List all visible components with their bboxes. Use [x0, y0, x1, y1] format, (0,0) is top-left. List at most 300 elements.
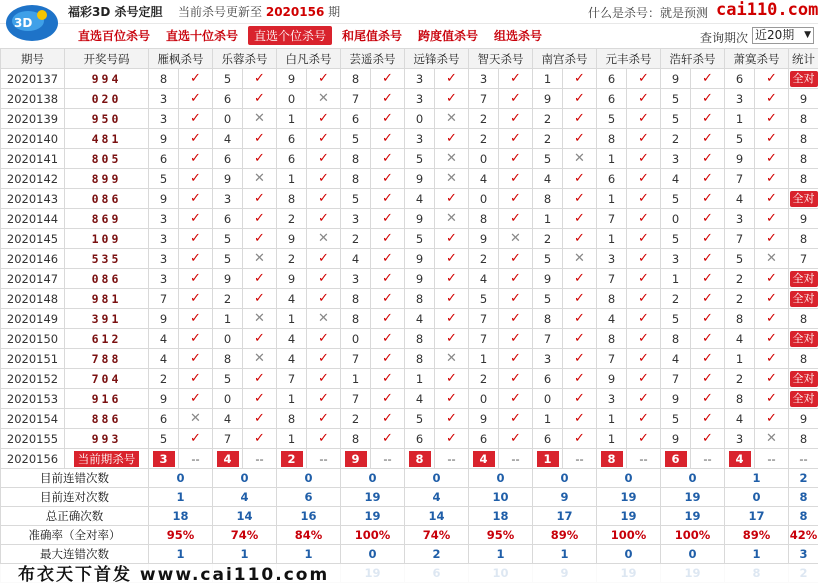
miss-icon: ✕ [307, 229, 341, 249]
miss-icon: ✕ [307, 89, 341, 109]
hit-icon: ✓ [563, 429, 597, 449]
column-header: 远锋杀号 [405, 49, 469, 69]
kill-number-cell: 0 [277, 89, 307, 109]
kill-number-cell: 9 [597, 369, 627, 389]
hit-icon: ✓ [755, 149, 789, 169]
kill-number-cell: 2 [725, 289, 755, 309]
stats-value: 1 [725, 545, 789, 564]
hit-icon: ✓ [243, 149, 277, 169]
stats-value: 19 [597, 488, 661, 507]
hit-icon: ✓ [691, 189, 725, 209]
kill-number-cell: 3 [405, 69, 435, 89]
hit-icon: ✓ [755, 209, 789, 229]
kill-number-cell: 8 [597, 329, 627, 349]
hit-icon: ✓ [755, 129, 789, 149]
kill-number-cell: 8 [725, 389, 755, 409]
hit-icon: ✓ [179, 169, 213, 189]
hit-icon: ✓ [627, 329, 661, 349]
hit-icon: ✓ [307, 149, 341, 169]
table-header [1, 49, 818, 69]
kill-number-cell: 7 [213, 429, 243, 449]
site-watermark: cai110.com [716, 0, 818, 20]
kill-number-cell: 2 [469, 129, 499, 149]
stats-value: 9 [533, 488, 597, 507]
kill-number-cell: 1 [277, 429, 307, 449]
kill-number-cell: 0 [661, 209, 691, 229]
period-select[interactable] [752, 27, 814, 44]
hit-icon: ✓ [243, 329, 277, 349]
hit-icon: ✓ [627, 269, 661, 289]
hit-icon: ✓ [755, 409, 789, 429]
kill-number-cell: 6 [277, 149, 307, 169]
correct-count: 8 [799, 431, 808, 446]
query-label: 查询期次 [700, 31, 749, 45]
kill-number-cell: 6 [469, 429, 499, 449]
table-row [1, 189, 818, 209]
column-header: 芸遥杀号 [341, 49, 405, 69]
kill-number-cell: 6 [213, 209, 243, 229]
hit-icon: ✓ [627, 429, 661, 449]
hit-icon: ✓ [499, 69, 533, 89]
hit-icon: ✓ [755, 369, 789, 389]
current-kill-value: 9 [345, 451, 367, 467]
kill-number-cell: 8 [469, 209, 499, 229]
table-body [1, 69, 818, 583]
correct-count: 8 [799, 111, 808, 126]
miss-icon: ✕ [243, 109, 277, 129]
stats-value: 16 [277, 507, 341, 526]
kill-number-cell: 1 [277, 169, 307, 189]
update-prefix: 当前杀号更新至 [178, 5, 263, 19]
kill-number-cell: 5 [661, 109, 691, 129]
tab-tens[interactable]: 直选十位杀号 [166, 29, 239, 43]
table-row [1, 329, 818, 349]
stats-value: 89% [533, 526, 597, 545]
kill-number-cell: 6 [213, 149, 243, 169]
kill-number-cell: 0 [469, 189, 499, 209]
kill-number-cell: 4 [341, 249, 371, 269]
nav-bar [0, 25, 818, 47]
hit-icon: ✓ [307, 429, 341, 449]
hit-icon: ✓ [179, 249, 213, 269]
draw-number-cell: 993 [65, 429, 149, 449]
stats-row [1, 545, 818, 564]
period-select-value: 近20期 [755, 28, 795, 42]
kill-number-cell: 9 [533, 89, 563, 109]
kill-number-cell: 2 [469, 109, 499, 129]
hit-icon: ✓ [691, 369, 725, 389]
hit-icon: ✓ [627, 189, 661, 209]
kill-number-cell: 8 [341, 429, 371, 449]
kill-number-cell: 3 [149, 89, 179, 109]
stats-row [1, 488, 818, 507]
hit-icon: ✓ [627, 169, 661, 189]
all-correct-badge: 全对 [790, 71, 818, 87]
stats-value: 1 [469, 545, 533, 564]
issue-cell: 2020155 [1, 429, 65, 449]
column-header: 浩轩杀号 [661, 49, 725, 69]
hit-icon: ✓ [179, 429, 213, 449]
hit-icon: ✓ [691, 169, 725, 189]
stats-value: 10 [469, 488, 533, 507]
hit-icon: ✓ [307, 249, 341, 269]
correct-count: 8 [799, 231, 808, 246]
stats-value: 89% [725, 526, 789, 545]
kill-number-cell: 7 [469, 329, 499, 349]
stat-cell [789, 189, 818, 209]
kill-number-cell: 3 [533, 349, 563, 369]
hit-icon: ✓ [755, 309, 789, 329]
kill-number-cell: 3 [341, 269, 371, 289]
table-row [1, 249, 818, 269]
hit-icon: ✓ [563, 309, 597, 329]
hit-icon: ✓ [627, 389, 661, 409]
hit-icon: ✓ [691, 349, 725, 369]
kill-number-cell: 4 [533, 169, 563, 189]
kill-number-cell: 3 [725, 429, 755, 449]
kill-number-cell: 2 [533, 229, 563, 249]
miss-icon: ✕ [435, 209, 469, 229]
tab-units[interactable]: 直选个位杀号 [248, 26, 332, 45]
hit-icon: ✓ [179, 229, 213, 249]
stats-value: 18 [149, 507, 213, 526]
stats-value: 18 [469, 507, 533, 526]
current-kill-button[interactable]: 当前期杀号 [74, 451, 140, 467]
miss-icon: ✕ [243, 169, 277, 189]
current-kill-value: 1 [537, 451, 559, 467]
dash-cell: -- [435, 449, 469, 469]
kill-number-cell: 3 [405, 129, 435, 149]
hit-icon: ✓ [179, 89, 213, 109]
column-header: 萧寞杀号 [725, 49, 789, 69]
draw-number-cell: 704 [65, 369, 149, 389]
hit-icon: ✓ [179, 69, 213, 89]
all-correct-badge: 全对 [790, 291, 818, 307]
kill-number-cell: 2 [533, 129, 563, 149]
kill-number-cell: 5 [213, 369, 243, 389]
hit-icon: ✓ [499, 169, 533, 189]
table-row [1, 109, 818, 129]
kill-number-cell: 3 [149, 269, 179, 289]
hit-icon: ✓ [435, 409, 469, 429]
hit-icon: ✓ [179, 329, 213, 349]
issue-cell: 2020151 [1, 349, 65, 369]
kill-number-cell: 2 [149, 369, 179, 389]
draw-number-cell: 612 [65, 329, 149, 349]
stats-value: 4 [213, 488, 277, 507]
hit-icon: ✓ [371, 389, 405, 409]
kill-number-cell: 5 [149, 169, 179, 189]
hit-icon: ✓ [691, 129, 725, 149]
issue-cell: 2020146 [1, 249, 65, 269]
kill-number-cell: 0 [405, 109, 435, 129]
kill-number-cell: 9 [149, 189, 179, 209]
issue-cell: 2020144 [1, 209, 65, 229]
hit-icon: ✓ [371, 429, 405, 449]
kill-number-cell: 6 [725, 69, 755, 89]
hit-icon: ✓ [371, 309, 405, 329]
kill-number-cell: 0 [213, 389, 243, 409]
stats-row [1, 526, 818, 545]
hit-icon: ✓ [691, 89, 725, 109]
stats-row [1, 507, 818, 526]
hit-icon: ✓ [371, 369, 405, 389]
kill-number-cell: 6 [533, 369, 563, 389]
column-header: 白凡杀号 [277, 49, 341, 69]
hit-icon: ✓ [371, 109, 405, 129]
hit-icon: ✓ [243, 69, 277, 89]
kill-number-cell: 2 [533, 109, 563, 129]
miss-icon: ✕ [499, 229, 533, 249]
kill-number-cell: 9 [469, 409, 499, 429]
stats-value: 19 [661, 488, 725, 507]
dash-cell: -- [563, 449, 597, 469]
kill-number-cell: 9 [277, 69, 307, 89]
stats-value: 19 [597, 507, 661, 526]
tab-span[interactable]: 跨度值杀号 [418, 29, 479, 43]
stats-value: 1 [533, 545, 597, 564]
stats-value: 8 [789, 488, 818, 507]
hit-icon: ✓ [179, 369, 213, 389]
stats-value: 95% [149, 526, 213, 545]
hit-icon: ✓ [371, 329, 405, 349]
stats-value: 0 [725, 488, 789, 507]
current-kill-value: 2 [281, 451, 303, 467]
dash-cell: -- [243, 449, 277, 469]
kill-number-cell: 9 [213, 269, 243, 289]
stats-label: 总正确次数 [1, 507, 149, 526]
stats-value: 8 [789, 507, 818, 526]
kill-number-cell: 9 [661, 389, 691, 409]
hit-icon: ✓ [627, 369, 661, 389]
kill-number-cell: 3 [725, 209, 755, 229]
hit-icon: ✓ [499, 149, 533, 169]
tab-group[interactable]: 组选杀号 [494, 29, 543, 43]
miss-icon: ✕ [243, 249, 277, 269]
stats-value: 100% [341, 526, 405, 545]
stats-value: 0 [597, 469, 661, 488]
kill-number-cell: 9 [405, 209, 435, 229]
kill-number-cell: 3 [341, 209, 371, 229]
stat-cell [789, 369, 818, 389]
stat-cell [789, 309, 818, 329]
kill-number-cell: 7 [341, 349, 371, 369]
hit-icon: ✓ [563, 69, 597, 89]
kill-number-cell: 5 [341, 129, 371, 149]
issue-cell: 2020153 [1, 389, 65, 409]
stat-cell [789, 249, 818, 269]
current-issue: 2020156 [265, 5, 325, 19]
draw-number-cell: 481 [65, 129, 149, 149]
stats-label: 目前连对次数 [1, 488, 149, 507]
hit-icon: ✓ [307, 349, 341, 369]
hit-icon: ✓ [499, 209, 533, 229]
hit-icon: ✓ [755, 289, 789, 309]
current-kill-value: 4 [217, 451, 239, 467]
kill-number-cell: 9 [661, 429, 691, 449]
kill-number-cell: 1 [597, 149, 627, 169]
kill-number-cell: 4 [661, 169, 691, 189]
issue-cell: 2020150 [1, 329, 65, 349]
kill-number-cell: 9 [149, 389, 179, 409]
kill-number-cell: 4 [661, 349, 691, 369]
kill-number-cell: 5 [469, 289, 499, 309]
hit-icon: ✓ [179, 189, 213, 209]
stats-value: 0 [469, 469, 533, 488]
miss-icon: ✕ [755, 429, 789, 449]
tab-sum-tail[interactable]: 和尾值杀号 [342, 29, 403, 43]
table-row [1, 89, 818, 109]
kill-number-cell: 4 [469, 169, 499, 189]
hit-icon: ✓ [499, 109, 533, 129]
miss-icon: ✕ [307, 309, 341, 329]
kill-number-cell: 4 [405, 189, 435, 209]
kill-number-cell: 3 [469, 69, 499, 89]
kill-number-cell: 6 [277, 129, 307, 149]
kill-number-cell: 4 [725, 189, 755, 209]
kill-number-cell: 5 [597, 109, 627, 129]
hit-icon: ✓ [499, 349, 533, 369]
hit-icon: ✓ [499, 309, 533, 329]
hit-icon: ✓ [499, 129, 533, 149]
miss-icon: ✕ [563, 249, 597, 269]
current-kill-number [533, 449, 563, 469]
stats-value: 17 [725, 507, 789, 526]
hit-icon: ✓ [627, 109, 661, 129]
svg-text:3D: 3D [14, 16, 33, 30]
issue-cell: 2020154 [1, 409, 65, 429]
draw-number-cell: 805 [65, 149, 149, 169]
all-correct-badge: 全对 [790, 331, 818, 347]
hit-icon: ✓ [307, 409, 341, 429]
hit-icon: ✓ [563, 269, 597, 289]
hit-icon: ✓ [499, 289, 533, 309]
kill-number-cell: 7 [725, 229, 755, 249]
hit-icon: ✓ [755, 389, 789, 409]
current-kill-value: 3 [153, 451, 175, 467]
stats-value: 19 [341, 488, 405, 507]
kill-table [0, 48, 818, 583]
stat-cell [789, 229, 818, 249]
hit-icon: ✓ [243, 369, 277, 389]
stats-value: 0 [661, 545, 725, 564]
draw-number-cell: 994 [65, 69, 149, 89]
issue-cell: 2020141 [1, 149, 65, 169]
stats-value: 74% [213, 526, 277, 545]
hit-icon: ✓ [435, 249, 469, 269]
hit-icon: ✓ [371, 89, 405, 109]
hit-icon: ✓ [179, 389, 213, 409]
stats-value: 100% [661, 526, 725, 545]
kill-number-cell: 7 [533, 329, 563, 349]
kill-number-cell: 9 [277, 229, 307, 249]
hit-icon: ✓ [179, 349, 213, 369]
table-row [1, 269, 818, 289]
hit-icon: ✓ [755, 229, 789, 249]
stat-cell [789, 129, 818, 149]
kill-number-cell: 0 [533, 389, 563, 409]
stats-row [1, 469, 818, 488]
hit-icon: ✓ [179, 149, 213, 169]
table-row [1, 149, 818, 169]
hit-icon: ✓ [563, 289, 597, 309]
hit-icon: ✓ [755, 329, 789, 349]
kill-number-cell: 7 [341, 389, 371, 409]
kill-number-cell: 5 [405, 409, 435, 429]
hit-icon: ✓ [563, 369, 597, 389]
hit-icon: ✓ [499, 89, 533, 109]
hit-icon: ✓ [307, 109, 341, 129]
kill-number-cell: 1 [597, 429, 627, 449]
kill-number-cell: 8 [405, 289, 435, 309]
kill-number-cell: 3 [149, 249, 179, 269]
current-kill-cell [65, 449, 149, 469]
hit-icon: ✓ [563, 349, 597, 369]
draw-number-cell: 916 [65, 389, 149, 409]
kill-number-cell: 8 [533, 189, 563, 209]
stats-value: 14 [405, 507, 469, 526]
hit-icon: ✓ [243, 129, 277, 149]
kill-number-cell: 0 [469, 149, 499, 169]
kill-number-cell: 7 [469, 309, 499, 329]
kill-number-cell: 8 [597, 289, 627, 309]
hit-icon: ✓ [179, 109, 213, 129]
hit-icon: ✓ [691, 269, 725, 289]
kill-number-cell: 4 [597, 309, 627, 329]
hit-icon: ✓ [691, 109, 725, 129]
hit-icon: ✓ [499, 269, 533, 289]
dash-cell: -- [691, 449, 725, 469]
hit-icon: ✓ [307, 189, 341, 209]
hit-icon: ✓ [435, 389, 469, 409]
all-correct-badge: 全对 [790, 271, 818, 287]
kill-number-cell: 5 [213, 249, 243, 269]
stat-cell [789, 109, 818, 129]
hit-icon: ✓ [691, 229, 725, 249]
hit-icon: ✓ [243, 269, 277, 289]
kill-number-cell: 1 [661, 269, 691, 289]
stats-value: 1 [149, 545, 213, 564]
hit-icon: ✓ [563, 389, 597, 409]
dash-cell: -- [179, 449, 213, 469]
footer-watermark: 布衣天下首发 www.cai110.com [0, 564, 818, 586]
all-correct-badge: 全对 [790, 391, 818, 407]
kill-number-cell: 9 [725, 149, 755, 169]
current-kill-number [149, 449, 179, 469]
issue-cell: 2020139 [1, 109, 65, 129]
kill-number-cell: 2 [661, 129, 691, 149]
tab-hundreds[interactable]: 直选百位杀号 [78, 29, 151, 43]
hit-icon: ✓ [435, 369, 469, 389]
current-kill-number [469, 449, 499, 469]
stats-value: 2 [789, 469, 818, 488]
kill-number-cell: 1 [405, 369, 435, 389]
kill-number-cell: 9 [405, 269, 435, 289]
kill-number-cell: 4 [725, 409, 755, 429]
kill-number-cell: 2 [341, 409, 371, 429]
hit-icon: ✓ [691, 429, 725, 449]
help-link[interactable]: 什么是杀号：就是预测 [588, 6, 709, 20]
kill-number-cell: 5 [661, 229, 691, 249]
stat-cell [789, 409, 818, 429]
current-kill-number [405, 449, 435, 469]
kill-number-cell: 2 [213, 289, 243, 309]
column-header: 元丰杀号 [597, 49, 661, 69]
kill-number-cell: 3 [597, 389, 627, 409]
column-header: 南宫杀号 [533, 49, 597, 69]
kill-number-cell: 5 [341, 189, 371, 209]
kill-number-cell: 8 [661, 329, 691, 349]
